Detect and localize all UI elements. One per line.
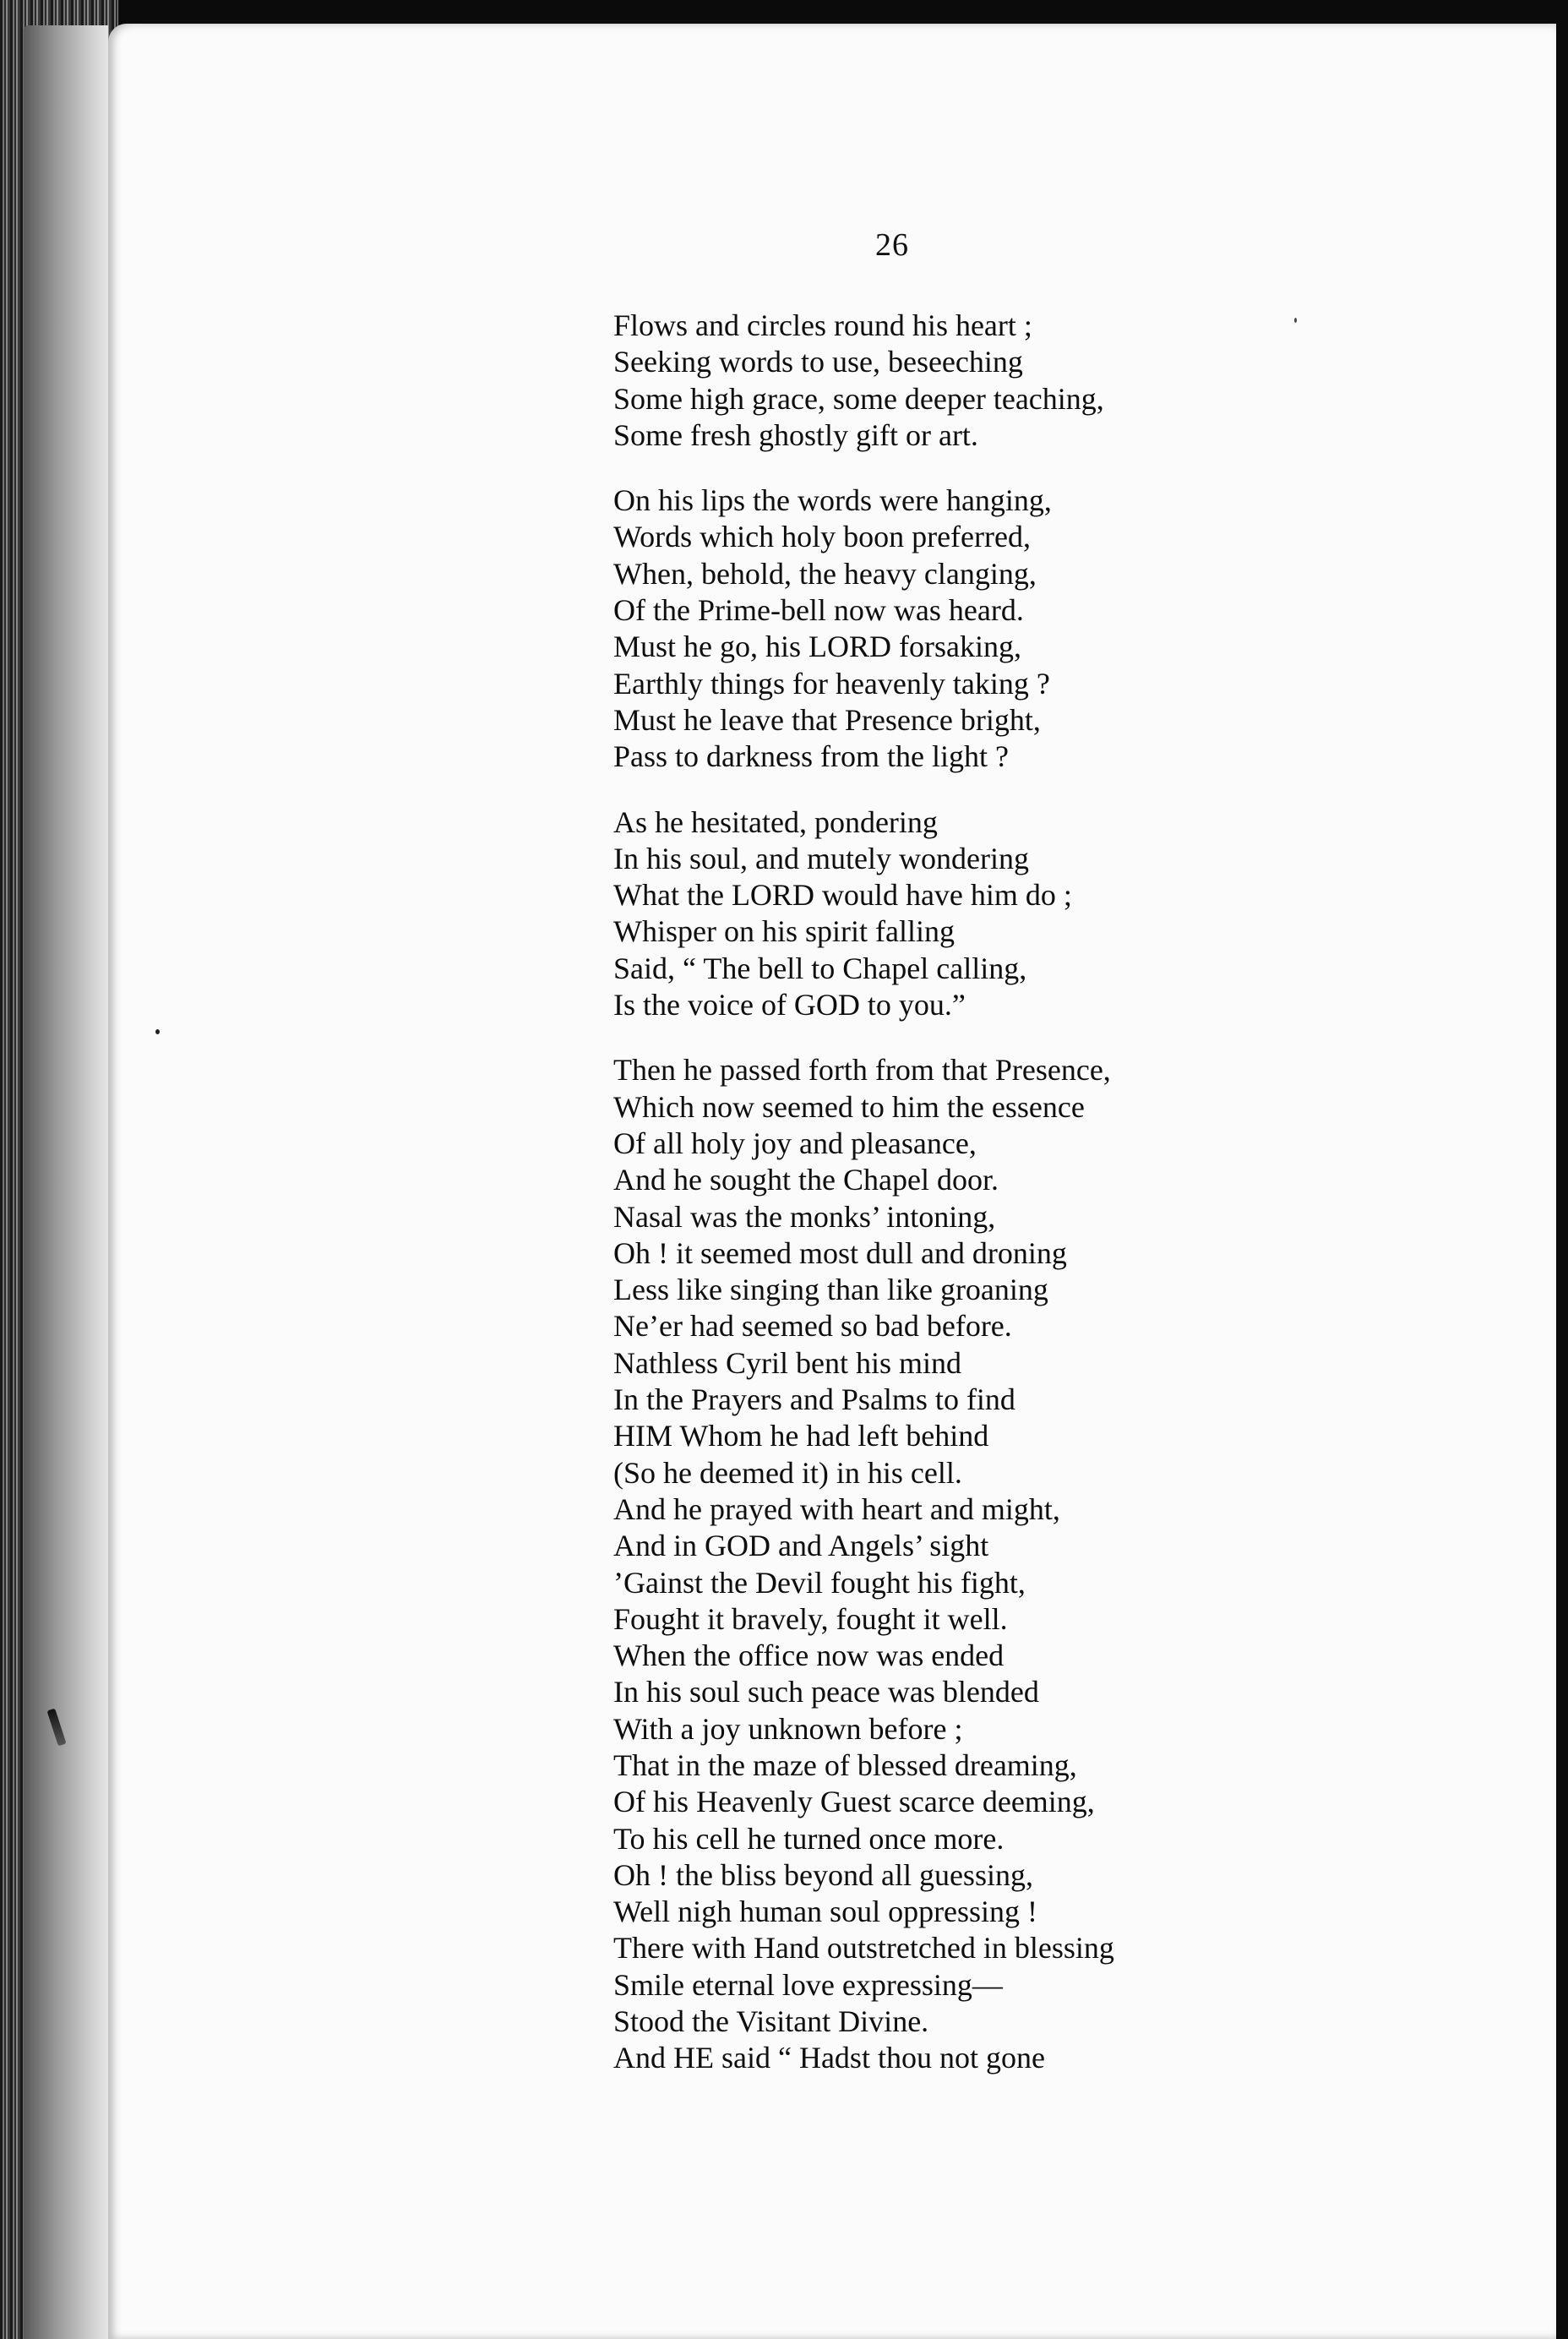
poem-line: ’Gainst the Devil fought his fight, — [613, 1565, 1026, 1600]
poem-line: And in GOD and Angels’ sight — [613, 1529, 989, 1563]
poem-line: In his soul such peace was blended — [613, 1675, 1039, 1709]
poem-line: And he sought the Chapel door. — [613, 1163, 999, 1197]
poem-line: Ne’er had seemed so bad before. — [613, 1309, 1012, 1344]
page-edges — [24, 25, 108, 2339]
poem-line: Of the Prime-bell now was heard. — [613, 593, 1024, 628]
poem-line: Of his Heavenly Guest scarce deeming, — [613, 1785, 1095, 1819]
poem-line: Which now seemed to him the essence — [613, 1089, 1085, 1124]
poem-line: Said, “ The bell to Chapel calling, — [613, 951, 1027, 985]
poem-line: Nasal was the monks’ intoning, — [613, 1199, 996, 1234]
poem-line: Some fresh ghostly gift or art. — [613, 417, 978, 452]
poem-line: Earthly things for heavenly taking ? — [613, 666, 1050, 701]
poem-line: On his lips the words were hanging, — [613, 483, 1052, 518]
poem-line: Flows and circles round his heart ; — [613, 308, 1032, 342]
ink-speck — [155, 1029, 160, 1034]
poem-line: Words which holy boon preferred, — [613, 520, 1031, 554]
poem-line: Some high grace, some deeper teaching, — [613, 381, 1104, 416]
poem-line: And HE said “ Hadst thou not gone — [613, 2041, 1045, 2075]
poem-line: Less like singing than like groaning — [613, 1273, 1048, 1307]
stanza — [613, 483, 1543, 775]
poem-line: When the office now was ended — [613, 1638, 1004, 1673]
poem-line: When, behold, the heavy clanging, — [613, 556, 1037, 591]
poem-line: Must he leave that Presence bright, — [613, 702, 1041, 737]
poem-line: With a joy unknown before ; — [613, 1711, 963, 1746]
poem-line: Then he passed forth from that Presence, — [613, 1053, 1111, 1088]
poem-line: Stood the Visitant Divine. — [613, 2004, 929, 2039]
poem-line: To his cell he turned once more. — [613, 1821, 1004, 1856]
poem-line: HIM Whom he had left behind — [613, 1419, 989, 1453]
poem-line: Of all holy joy and pleasance, — [613, 1126, 977, 1160]
poem-line: Must he go, his LORD forsaking, — [613, 630, 1021, 664]
poem-line: In his soul, and mutely wondering — [613, 841, 1029, 875]
poem-line: Oh ! the bliss beyond all guessing, — [613, 1857, 1033, 1892]
stanza — [613, 804, 1543, 1024]
poem-line: There with Hand outstretched in blessing — [613, 1931, 1114, 1966]
poem-line: In the Prayers and Psalms to find — [613, 1382, 1015, 1417]
stanza — [613, 1052, 1543, 2076]
poem-line: Well nigh human soul oppressing ! — [613, 1895, 1038, 1929]
poem-line: What the LORD would have him do ; — [613, 878, 1072, 913]
poem-line: That in the maze of blessed dreaming, — [613, 1747, 1077, 1782]
poem-line: As he hesitated, pondering — [613, 804, 938, 839]
poem-line: Nathless Cyril bent his mind — [613, 1345, 961, 1380]
poem-line: Is the voice of GOD to you.” — [613, 988, 966, 1022]
poem-line: (So he deemed it) in his cell. — [613, 1455, 962, 1490]
poem-text — [613, 308, 1543, 2077]
page-number: 26 — [875, 227, 909, 263]
poem-line: Oh ! it seemed most dull and droning — [613, 1235, 1067, 1270]
stanza — [613, 308, 1543, 454]
poem-line: Fought it bravely, fought it well. — [613, 1601, 1008, 1636]
poem-line: Seeking words to use, beseeching — [613, 345, 1023, 379]
poem-line: Whisper on his spirit falling — [613, 914, 955, 949]
poem-line: Smile eternal love expressing— — [613, 1967, 1003, 2002]
poem-line: And he prayed with heart and might, — [613, 1491, 1060, 1526]
poem-line: Pass to darkness from the light ? — [613, 739, 1009, 774]
